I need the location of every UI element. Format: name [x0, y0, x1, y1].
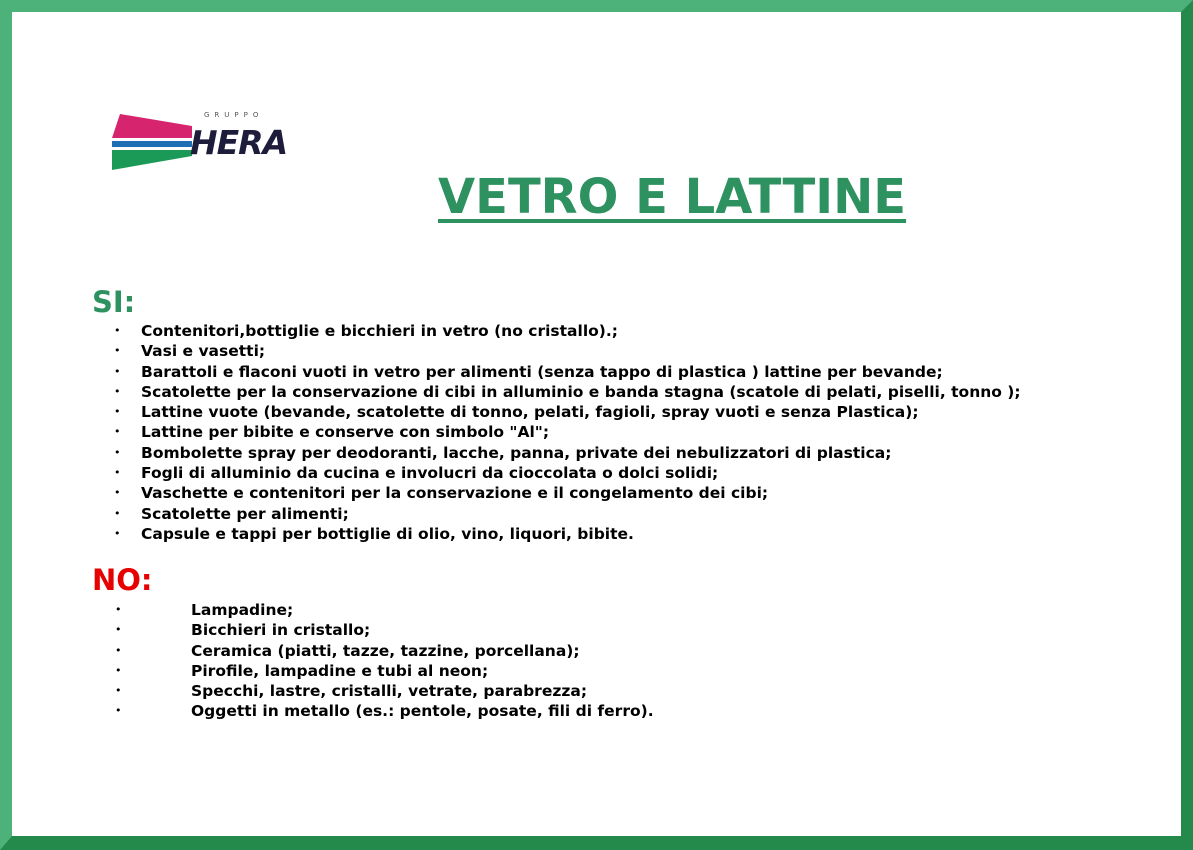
bullet: •	[115, 684, 122, 698]
bullet: •	[115, 643, 122, 657]
si-list-item: • Scatolette per la conservazione di cibi in alluminio e banda stagna (scatole di pelati, piselli, tonno );	[114, 382, 1021, 401]
si-list-item: • Barattoli e flaconi vuoti in vetro per alimenti (senza tappo di plastica ) lattine per bevande;	[114, 362, 943, 381]
no-list-item: • Ceramica (piatti, tazze, tazzine, porcellana);	[115, 641, 580, 660]
bullet: •	[114, 445, 121, 459]
si-list-item: • Contenitori,bottiglie e bicchieri in vetro (no cristallo).;	[114, 322, 618, 340]
bullet: •	[114, 526, 121, 540]
si-list-item: • Vasi e vasetti;	[114, 342, 266, 361]
si-list-item: • Bombolette spray per deodoranti, lacche, panna, private dei nebulizzatori di plastica;	[114, 443, 892, 462]
no-list-item: • Bicchieri in cristallo;	[115, 621, 371, 640]
page-title: VETRO E LATTINE	[438, 169, 907, 225]
bullet: •	[114, 405, 121, 419]
no-list-item: • Lampadine;	[115, 601, 294, 619]
si-list	[114, 321, 1021, 544]
logo-brand: HERA	[190, 123, 288, 162]
bullet: •	[115, 623, 122, 637]
si-list-item: • Scatolette per alimenti;	[114, 504, 349, 523]
si-list-item: • Capsule e tappi per bottiglie di olio, vino, liquori, bibite.	[114, 524, 634, 543]
hera-logo-flag-icon	[108, 112, 198, 174]
si-list-item: • Lattine vuote (bevande, scatolette di tonno, pelati, fagioli, spray vuoti e senza Plastica);	[114, 403, 919, 422]
bullet: •	[114, 425, 121, 439]
no-list-item: • Oggetti in metallo (es.: pentole, posate, fili di ferro).	[115, 702, 654, 721]
no-list-item: • Specchi, lastre, cristalli, vetrate, parabrezza;	[115, 682, 588, 701]
bullet: •	[114, 324, 121, 337]
bullet: •	[114, 506, 121, 520]
no-list	[115, 600, 654, 722]
logo-group-label: GRUPPO	[204, 111, 264, 119]
bullet: •	[114, 384, 121, 398]
si-list-item: • Lattine per bibite e conserve con simbolo "Al";	[114, 423, 550, 442]
si-list-item: • Vaschette e contenitori per la conservazione e il congelamento dei cibi;	[114, 484, 769, 503]
hera-logo	[108, 110, 288, 176]
si-list-item: • Fogli di alluminio da cucina e involucri da cioccolata o dolci solidi;	[114, 464, 719, 483]
no-heading: NO:	[92, 563, 153, 597]
bullet: •	[114, 486, 121, 500]
si-heading: SI:	[92, 285, 136, 319]
bullet: •	[115, 663, 122, 677]
bullet: •	[114, 364, 121, 378]
no-list-item: • Pirofile, lampadine e tubi al neon;	[115, 661, 489, 680]
bullet: •	[115, 704, 122, 718]
bullet: •	[114, 344, 121, 358]
bullet: •	[115, 603, 122, 616]
bullet: •	[114, 466, 121, 480]
